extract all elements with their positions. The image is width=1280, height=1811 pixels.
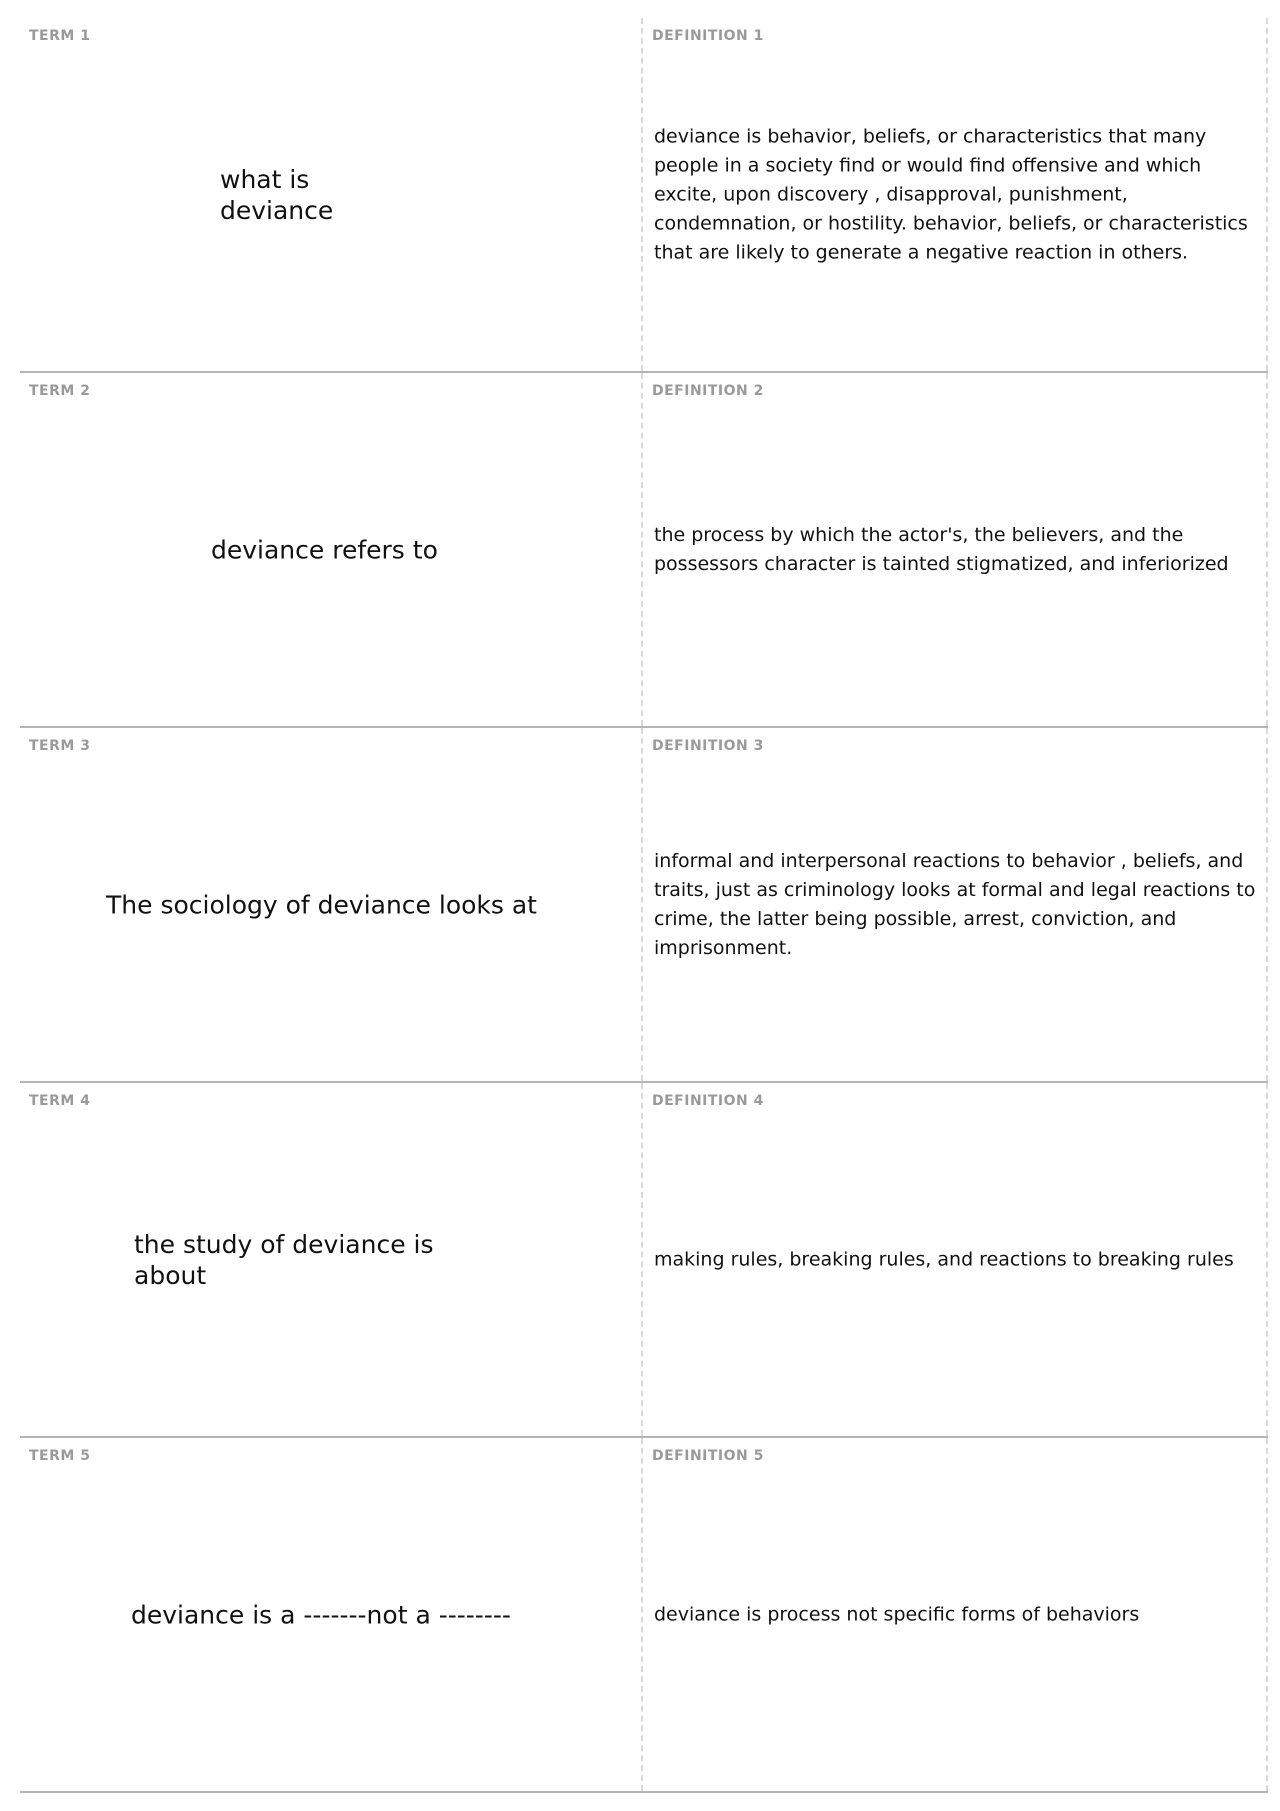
definition-label: DEFINITION 1 [652, 28, 764, 44]
flashcard-row [20, 18, 1268, 373]
term-cell [20, 373, 643, 726]
term-text: the study of deviance is about [134, 1229, 434, 1290]
term-cell [20, 728, 643, 1081]
definition-cell [643, 1438, 1268, 1791]
flashcard-row [20, 1083, 1268, 1438]
flashcard-row [20, 728, 1268, 1083]
definition-text: the process by which the actor's, the believers, and the possessors character is tainted stigmatized, and inferiorized [654, 523, 1229, 575]
definition-cell [643, 18, 1268, 371]
definition-text: making rules, breaking rules, and reactions to breaking rules [654, 1248, 1234, 1270]
definition-cell [643, 728, 1268, 1081]
definition-cell [643, 373, 1268, 726]
definition-text: deviance is behavior, beliefs, or characteristics that many people in a society find or would find offensive and which excite, upon discovery , disapproval, punishment, condemnation, or hostility. behavior, beliefs, or characteristics that are likely to generate a negative reaction in others. [654, 125, 1248, 263]
definition-label: DEFINITION 5 [652, 1448, 764, 1464]
definition-label: DEFINITION 2 [652, 383, 764, 399]
term-text: The sociology of deviance looks at [106, 890, 537, 919]
term-cell [20, 1083, 643, 1436]
term-label: TERM 5 [29, 1448, 91, 1464]
term-label: TERM 1 [29, 28, 91, 44]
definition-label: DEFINITION 3 [652, 738, 764, 754]
definition-text: informal and interpersonal reactions to behavior , beliefs, and traits, just as criminology looks at formal and legal reactions to crime, the latter being possible, arrest, conviction, and imprisonment. [654, 849, 1256, 959]
term-text: what is deviance [220, 164, 334, 225]
term-label: TERM 3 [29, 738, 91, 754]
definition-label: DEFINITION 4 [652, 1093, 764, 1109]
term-label: TERM 4 [29, 1093, 91, 1109]
flashcard-row [20, 1438, 1268, 1793]
definition-text: deviance is process not specific forms of behaviors [654, 1603, 1140, 1625]
term-label: TERM 2 [29, 383, 91, 399]
flashcard-row [20, 373, 1268, 728]
term-text: deviance refers to [211, 535, 438, 564]
flashcard-sheet [20, 18, 1268, 1793]
term-cell [20, 1438, 643, 1791]
term-text: deviance is a -------not a -------- [131, 1600, 511, 1629]
definition-cell [643, 1083, 1268, 1436]
term-cell [20, 18, 643, 371]
